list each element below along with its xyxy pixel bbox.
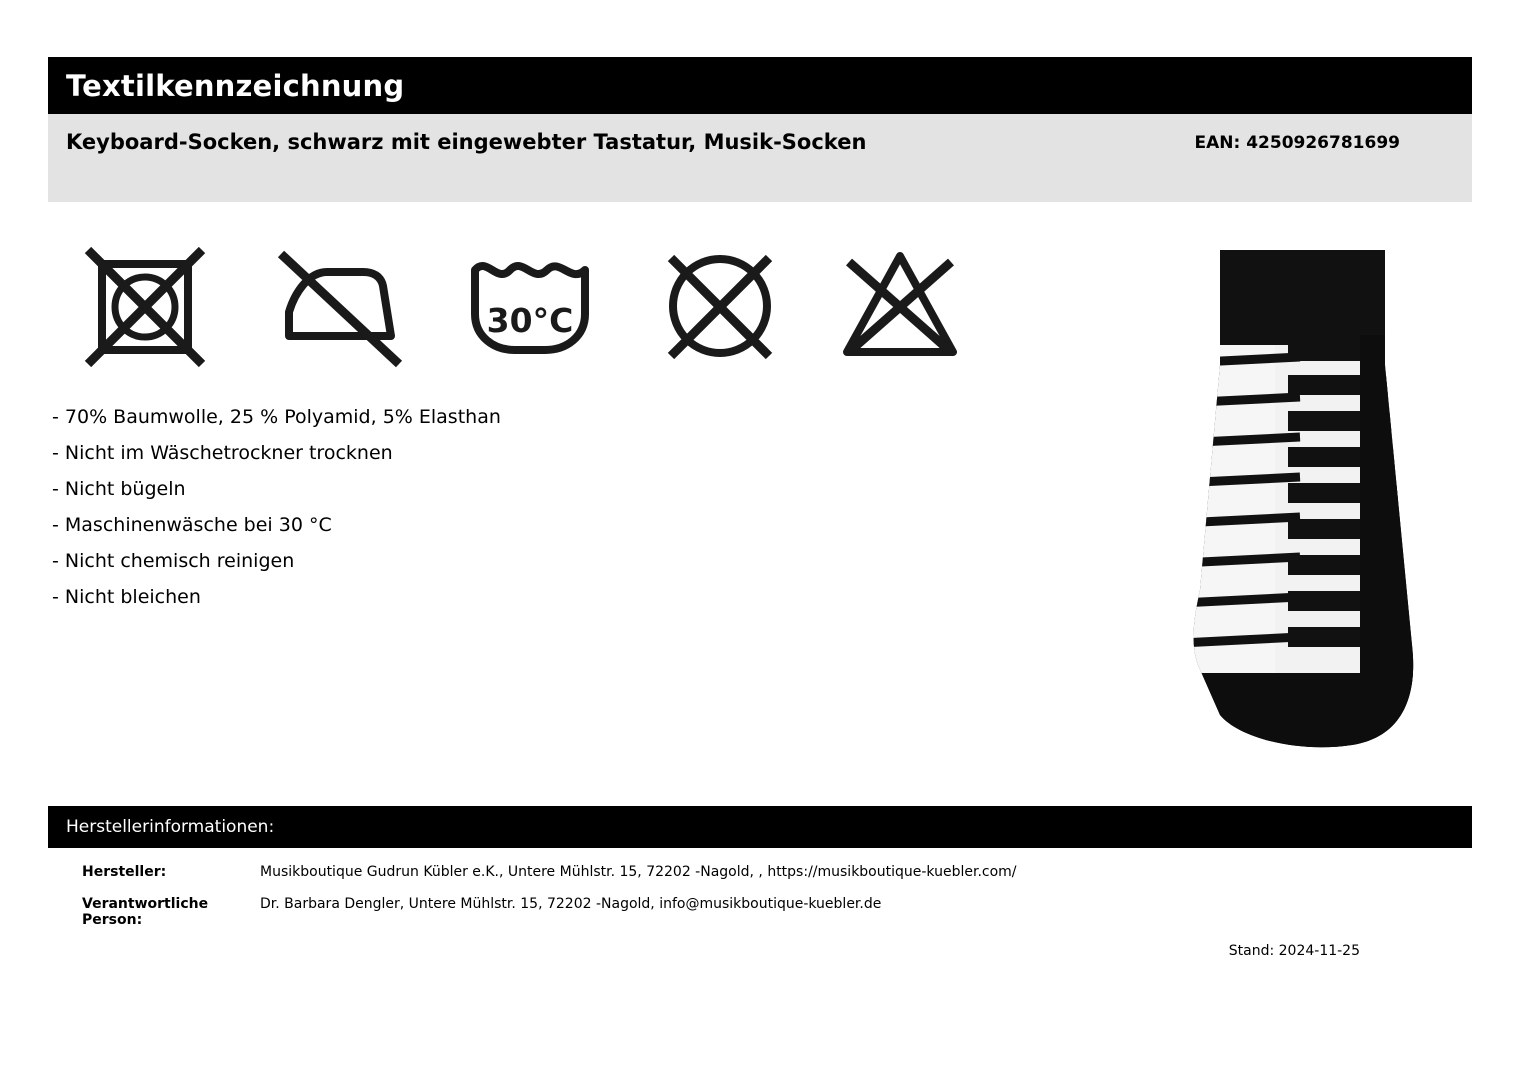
manufacturer-section-bar <box>48 806 1472 848</box>
responsible-person-value: Dr. Barbara Dengler, Untere Mühlstr. 15, 72202 -Nagold, info@musikboutique-kuebler.de <box>260 896 882 912</box>
manufacturer-label: Hersteller: <box>82 864 167 880</box>
page-title: Textilkennzeichnung <box>66 68 405 103</box>
do-not-iron-icon <box>275 240 405 370</box>
manufacturer-value: Musikboutique Gudrun Kübler e.K., Untere Mühlstr. 15, 72202 -Nagold, , https://musikboutique-kuebler.com/ <box>260 864 1017 880</box>
ean-code: EAN: 4250926781699 <box>1194 133 1400 153</box>
product-header-bar <box>48 114 1472 202</box>
do-not-bleach-icon <box>835 240 965 370</box>
keyboard-sock-photo <box>1180 245 1470 765</box>
table-row <box>82 864 1382 880</box>
list-item: - 70% Baumwolle, 25 % Polyamid, 5% Elasthan <box>52 406 501 428</box>
care-symbol-row <box>80 240 980 370</box>
wash-temperature-label: 30°C <box>486 301 574 340</box>
list-item: - Maschinenwäsche bei 30 °C <box>52 514 332 536</box>
list-item: - Nicht im Wäschetrockner trocknen <box>52 442 393 464</box>
do-not-tumble-dry-icon <box>80 240 210 370</box>
product-name: Keyboard-Socken, schwarz mit eingewebter Tastatur, Musik-Socken <box>66 130 867 154</box>
table-row <box>82 896 1382 928</box>
responsible-person-label: Verantwortliche Person: <box>82 896 209 928</box>
list-item: - Nicht bügeln <box>52 478 186 500</box>
document-title-bar <box>48 57 1472 114</box>
document-date: Stand: 2024-11-25 <box>1228 943 1360 959</box>
do-not-dry-clean-icon <box>655 240 785 370</box>
care-instruction-list <box>52 408 1052 624</box>
manufacturer-section-title: Herstellerinformationen: <box>66 817 275 837</box>
list-item: - Nicht chemisch reinigen <box>52 550 295 572</box>
wash-30-degrees-icon <box>465 240 595 370</box>
manufacturer-details <box>82 864 1382 944</box>
list-item: - Nicht bleichen <box>52 586 201 608</box>
